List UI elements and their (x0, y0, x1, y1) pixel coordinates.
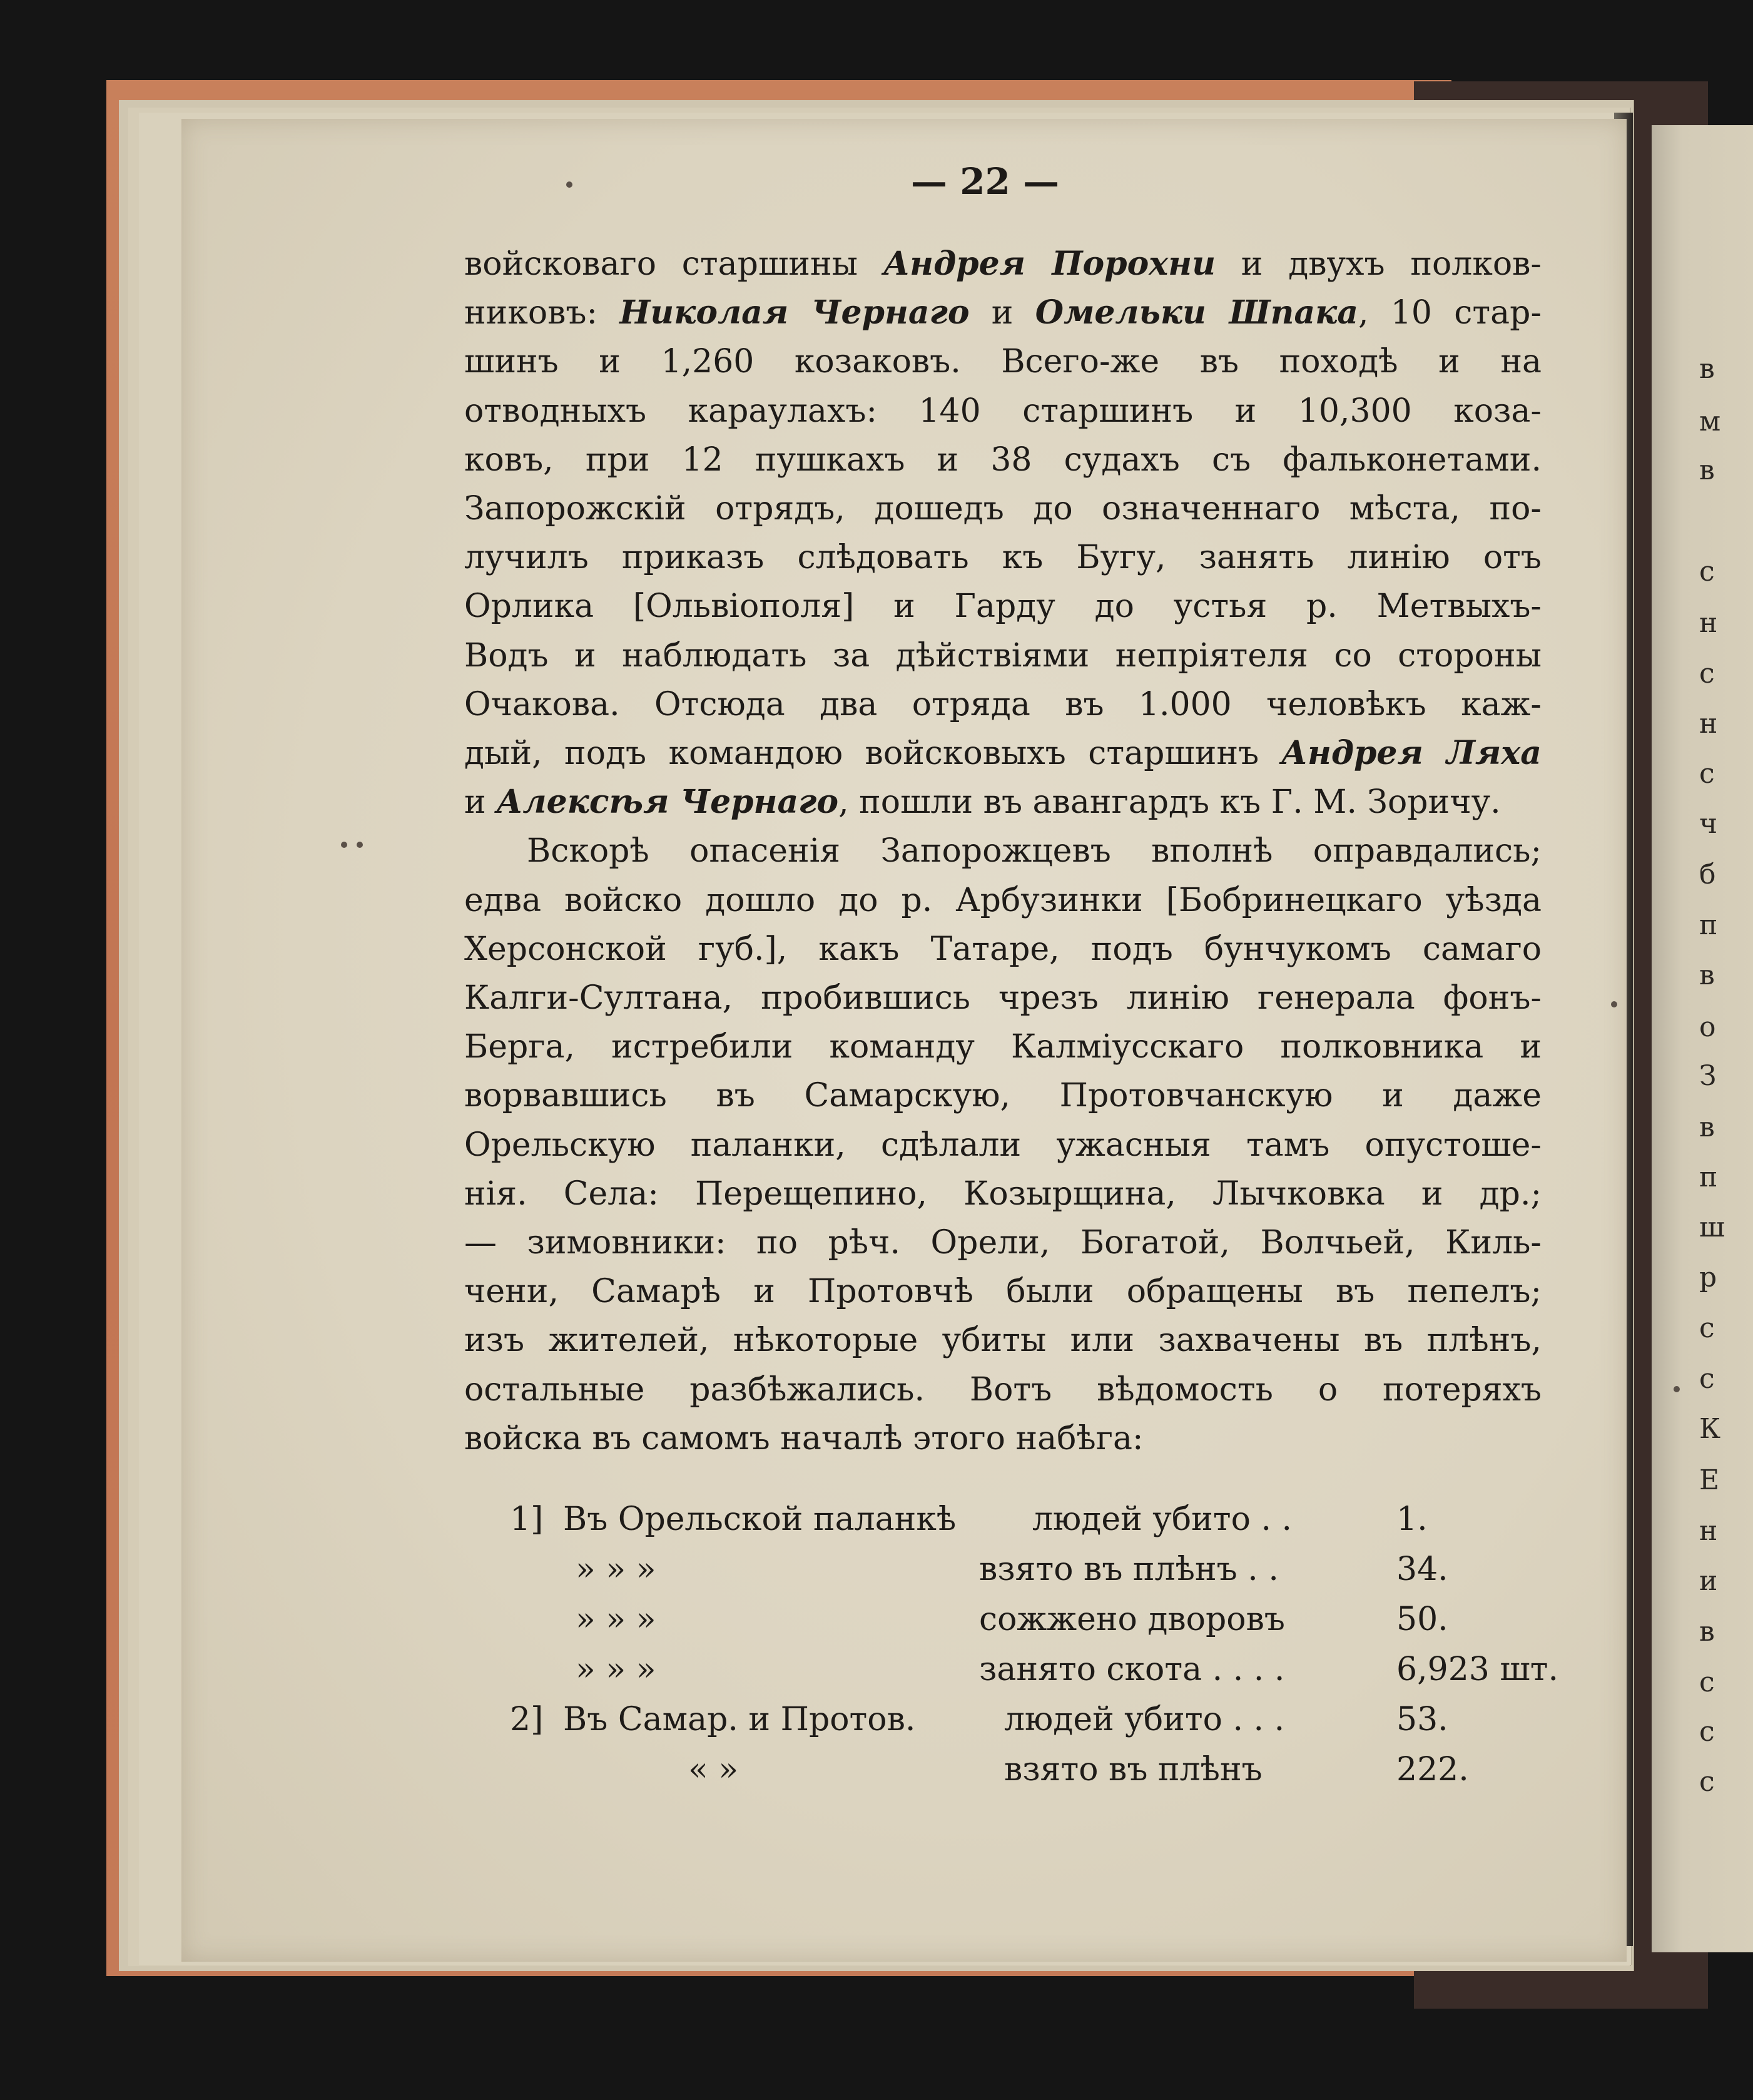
table-cell-value: 34. (1396, 1551, 1448, 1588)
text-line: лучилъ приказъ слѣдовать къ Бугу, занять линію отъ (464, 539, 1542, 577)
italic-name: Омельки Шпака (1035, 294, 1359, 332)
text-line: ковъ, при 12 пушкахъ и 38 судахъ съ фальконетами. (464, 441, 1542, 479)
text-line: и Алексѣя Чернаго, пошли въ авангардъ къ Г. М. Зоричу. (464, 783, 1501, 822)
text-line: шинъ и 1,260 козаковъ. Всего-же въ походѣ и на (464, 343, 1542, 381)
next-page-letter: с (1699, 658, 1715, 690)
table-cell-num: 1] (510, 1501, 544, 1538)
next-page-letter: н (1699, 708, 1718, 740)
text-line: дый, подъ командою войсковыхъ старшинъ Андрея Ляха (464, 735, 1542, 772)
next-page-letter: ш (1699, 1211, 1725, 1243)
next-page-letter: б (1699, 859, 1716, 890)
next-page-letter: З (1699, 1060, 1717, 1092)
text-line: остальные разбѣжались. Вотъ вѣдомость о потеряхъ (464, 1370, 1542, 1409)
table-cell-desc: сожжено дворовъ (979, 1601, 1285, 1638)
text-line: ворвавшись въ Самарскую, Протовчанскую и даже (464, 1077, 1542, 1115)
table-cell-desc: занято скота . . . . (979, 1651, 1285, 1688)
table-cell-place: Въ Орельской паланкѣ (563, 1501, 957, 1538)
table-cell-value: 50. (1396, 1601, 1448, 1638)
text-line: отводныхъ караулахъ: 140 старшинъ и 10,300 коза- (464, 392, 1542, 430)
next-page-letter: с (1699, 758, 1715, 790)
next-page-letter: в (1699, 353, 1715, 385)
text-line: Водъ и наблюдать за дѣйствіями непріятеля со стороны (464, 636, 1542, 675)
ink-speck (357, 842, 363, 848)
text-line: Вскорѣ опасенія Запорожцевъ вполнѣ оправдались; (527, 832, 1542, 870)
table-cell-place: » » » (576, 1651, 656, 1688)
next-page-letter: и (1699, 1565, 1718, 1597)
next-page-letter: п (1699, 1161, 1718, 1193)
table-cell-place: » » » (576, 1601, 656, 1638)
table-cell-place: « » (688, 1751, 739, 1788)
italic-name: Николая Чернаго (619, 294, 970, 332)
table-cell-desc: людей убито . . (1032, 1501, 1293, 1538)
next-page-letter: в (1699, 1111, 1715, 1143)
text-line: — зимовники: по рѣч. Орели, Богатой, Волчьей, Киль- (464, 1224, 1542, 1262)
next-page-letter: с (1699, 1312, 1715, 1344)
next-page-letter: с (1699, 1766, 1715, 1798)
next-page-letter: о (1699, 1011, 1716, 1043)
table-cell-place: Въ Самар. и Протов. (563, 1701, 916, 1738)
table-cell-desc: людей убито . . . (1004, 1701, 1285, 1738)
text-line: изъ жителей, нѣкоторые убиты или захвачены въ плѣнъ, (464, 1322, 1542, 1360)
ink-speck (566, 181, 572, 188)
italic-name: Андрея Порохни (883, 245, 1216, 283)
next-page-letter: Е (1699, 1464, 1720, 1496)
table-cell-value: 53. (1396, 1701, 1448, 1738)
ink-speck (1674, 1386, 1680, 1392)
text-line: Орлика [Ольвіополя] и Гарду до устья р. Метвыхъ- (464, 588, 1542, 626)
next-page-letter: п (1699, 909, 1718, 941)
ink-speck (1611, 1001, 1617, 1007)
text-line: Очакова. Отсюда два отряда въ 1.000 человѣкъ каж- (464, 685, 1542, 723)
page-number: — 22 — (911, 160, 1060, 203)
table-cell-value: 6,923 шт. (1396, 1651, 1559, 1688)
text-line: едва войско дошло до р. Арбузинки [Бобринецкаго уѣзда (464, 881, 1542, 919)
table-cell-value: 222. (1396, 1751, 1469, 1788)
text-line: нія. Села: Перещепино, Козырщина, Лычковка и др.; (464, 1175, 1542, 1213)
table-cell-value: 1. (1396, 1501, 1428, 1538)
text-line: Берга, истребили команду Калміусскаго полковника и (464, 1028, 1542, 1066)
ink-speck (341, 842, 347, 848)
next-page-letter: в (1699, 454, 1715, 486)
italic-name: Алексѣя Чернаго (496, 783, 839, 822)
text-line: Запорожскій отрядъ, дошедъ до означеннаго мѣста, по- (464, 490, 1542, 528)
next-page-letter: с (1699, 556, 1715, 588)
text-line: Орельскую паланки, сдѣлали ужасныя тамъ опустоше- (464, 1126, 1542, 1164)
next-page-letter: р (1699, 1262, 1717, 1293)
text-line: войска въ самомъ началѣ этого набѣга: (464, 1419, 1144, 1457)
next-page-letter: м (1699, 405, 1721, 437)
next-page-letter: с (1699, 1363, 1715, 1395)
table-cell-desc: взято въ плѣнъ . . (979, 1551, 1279, 1588)
next-page-letter: в (1699, 959, 1715, 991)
table-cell-desc: взято въ плѣнъ (1004, 1751, 1263, 1788)
text-line: никовъ: Николая Чернаго и Омельки Шпака, 10 стар- (464, 294, 1542, 332)
table-cell-place: » » » (576, 1551, 656, 1588)
next-page-letter: в (1699, 1616, 1715, 1648)
text-line: чени, Самарѣ и Протовчѣ были обращены въ пепелъ; (464, 1273, 1542, 1311)
text-line: Херсонской губ.], какъ Татаре, подъ бунчукомъ самаго (464, 930, 1542, 968)
next-page-letter: н (1699, 1515, 1718, 1547)
next-page-letter: с (1699, 1666, 1715, 1698)
italic-name: Андрея Ляха (1281, 735, 1542, 772)
next-page-letter: К (1699, 1413, 1721, 1445)
text-line: Калги-Султана, пробившись чрезъ линію генерала фонъ- (464, 979, 1542, 1017)
next-page-letter: ч (1699, 808, 1718, 840)
text-line: войсковаго старшины Андрея Порохни и двухъ полков- (464, 245, 1542, 283)
next-page-letter: с (1699, 1716, 1715, 1748)
table-cell-num: 2] (510, 1701, 544, 1738)
next-page-letter: н (1699, 607, 1718, 639)
